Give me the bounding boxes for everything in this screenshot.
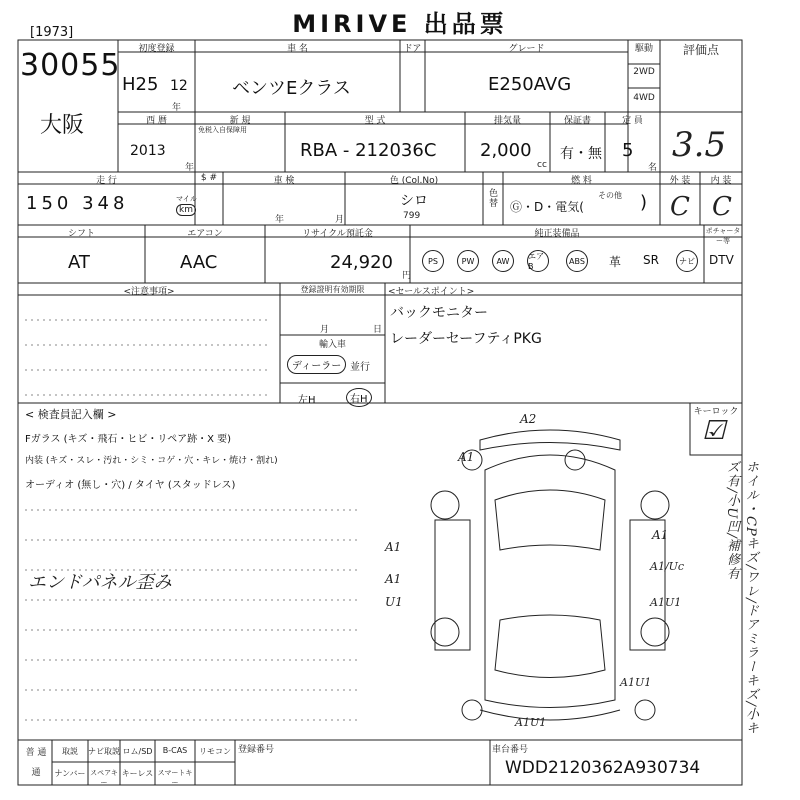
car-name: ベンツEクラス (232, 78, 351, 99)
chassis-label: 車台番号 (492, 745, 529, 755)
reg-validity-label: 登録證明有効期限 (300, 285, 365, 294)
footer-col-4a: B-CAS (162, 746, 188, 755)
lot-id: 30055 (20, 48, 121, 83)
warranty-value: 有・無 (560, 146, 602, 162)
year-value: 2013 (130, 143, 166, 159)
recycle-value: 24,920 (330, 252, 393, 273)
handle-right: 右H (346, 388, 372, 407)
import-label: 輸入車 (318, 340, 346, 350)
grade-label: グレード (508, 44, 545, 54)
era-value: H25 (122, 74, 159, 95)
form-title: MIRIVE 出品票 (292, 10, 508, 38)
score-value: 3.5 (672, 125, 727, 165)
damage-mark-left-1: A1 (385, 540, 402, 554)
equipment-sub-label: ポチャーター等 (705, 227, 741, 245)
footer-sub: 通 (31, 768, 41, 778)
warranty-label: 保証書 (563, 116, 591, 126)
equip-airbag: エアB (527, 250, 549, 272)
keylock-label: キーロック (693, 407, 739, 417)
auction-area: 大阪 (40, 113, 85, 138)
import-dealer: ディーラー (287, 355, 346, 374)
capacity-value: 5 (622, 140, 634, 161)
damage-mark-right-3: A1U1 (650, 596, 682, 609)
damage-mark-right-2: A1/Uc (650, 560, 685, 573)
sales-point-label: <セールスポイント> (388, 287, 475, 297)
year-unit: 年 (172, 103, 182, 113)
recycle-label: リサイクル預託金 (302, 229, 373, 239)
footer-col-1b: ナンバー (54, 769, 86, 778)
month-value: 12 (170, 78, 188, 94)
inspector-label: < 検査員記入欄 > (25, 408, 117, 421)
mileage-value: 150 348 (26, 193, 129, 214)
shift-value: AT (68, 252, 90, 273)
displacement-label: 排気量 (493, 116, 521, 126)
footer-col-3b: キーレス (121, 769, 154, 778)
side-note: ホイル・CPキズ/ワレ/ドアミラーキズ/小キズ有/小U凹/補修有 (724, 460, 758, 735)
inspection-label: 車 検 (273, 176, 295, 186)
inspection-month: 月 (335, 215, 345, 225)
mileage-sub-label: $ # (200, 173, 218, 183)
new-reg-sub: 免税入自保障用 (198, 126, 247, 134)
footer-col-1a: 取説 (62, 747, 78, 756)
damage-mark-front-left: A1 (458, 450, 475, 464)
reg-month: 月 (320, 325, 330, 335)
footer-col-2b: スペアキー (90, 769, 118, 787)
notes-label: <注意事項> (123, 287, 175, 297)
equip-leather: 革 (609, 255, 622, 269)
color-no: 799 (403, 211, 421, 221)
damage-mark-front: A2 (520, 412, 537, 426)
shift-label: シフト (67, 229, 95, 239)
equip-pw: PW (457, 250, 479, 272)
handle-left: 左H (298, 395, 316, 406)
fuel-other: その他 (598, 191, 622, 200)
score-label: 評価点 (682, 43, 719, 57)
capacity-unit: 名 (648, 163, 658, 173)
fuel-close: ) (640, 192, 648, 213)
drive-label: 駆動 (634, 44, 653, 54)
audio-tire-line: オーディオ (無し・穴) / タイヤ (スタッドレス) (25, 480, 236, 491)
chassis-number: WDD2120362A930734 (505, 758, 701, 778)
lot-number: [1973] (30, 25, 74, 40)
reg-number-label: 登録番号 (238, 745, 275, 755)
footer-col-2a: ナビ取説 (88, 747, 120, 756)
drive-4wd: 4WD (633, 93, 655, 103)
interior-value: C (712, 192, 732, 222)
equip-navi: ナビ (676, 250, 698, 272)
aircon-value: AAC (180, 252, 218, 273)
import-parallel: 並行 (350, 362, 370, 373)
exterior-value: C (670, 192, 690, 222)
mileage-unit-sub: マイル (176, 195, 197, 203)
mileage-unit: km (176, 204, 196, 216)
footer-col-4b: スマートキー (157, 769, 193, 787)
sales-point-2: レーダーセーフティPKG (390, 331, 542, 347)
car-name-label: 車 名 (287, 44, 308, 54)
equip-ps: PS (422, 250, 444, 272)
color-change-label: 色替 (487, 188, 497, 208)
fuel-value: Ⓖ・D・電気( (510, 200, 584, 214)
keylock-value: ☑ (702, 416, 726, 446)
equip-sr: SR (643, 253, 659, 267)
door-label: ドア (403, 44, 422, 54)
first-reg-label: 初度登録 (138, 44, 175, 54)
reg-day: 日 (373, 325, 383, 335)
cc-unit: cc (537, 160, 547, 170)
damage-mark-right-1: A1 (652, 528, 669, 542)
equip-abs: ABS (566, 250, 588, 272)
inspection-year: 年 (275, 215, 285, 225)
capacity-label: 定 員 (622, 116, 643, 126)
model-value: RBA - 212036C (300, 140, 437, 161)
damage-mark-rear: A1U1 (515, 716, 547, 729)
damage-mark-left-2: A1 (385, 572, 402, 586)
car-diagram (400, 410, 700, 740)
displacement-value: 2,000 (480, 140, 532, 161)
grade-value: E250AVG (488, 74, 572, 95)
footer-tsuuki: 普 通 (25, 748, 47, 758)
footer-col-3a: ロム/SD (122, 747, 153, 756)
exterior-label: 外 装 (669, 176, 691, 186)
recycle-unit: 円 (402, 271, 412, 281)
aircon-label: エアコン (187, 229, 223, 239)
sales-point-1: バックモニター (390, 305, 488, 321)
color-label: 色 (Col.No) (389, 176, 439, 186)
handwritten-note: エンドパネル歪み (28, 572, 172, 593)
mileage-label: 走 行 (96, 176, 117, 186)
equip-aw: AW (492, 250, 514, 272)
fuel-label: 燃 料 (571, 176, 592, 186)
interior-line: 内装 (キズ・スレ・汚れ・シミ・コゲ・穴・キレ・焼け・割れ) (25, 456, 278, 466)
year-unit-2: 年 (185, 163, 195, 173)
equip-dtv: DTV (709, 253, 734, 267)
equipment-label: 純正装備品 (534, 229, 580, 239)
interior-label: 内 装 (710, 176, 732, 186)
glass-line: Fガラス (キズ・飛石・ヒビ・リペア跡・X 要) (25, 434, 232, 445)
drive-2wd: 2WD (633, 67, 655, 77)
new-reg-label: 新 規 (229, 116, 251, 126)
damage-mark-rear-right: A1U1 (620, 676, 652, 689)
footer-col-5a: リモコン (199, 747, 231, 756)
damage-mark-left-3: U1 (385, 595, 403, 609)
model-label: 型 式 (364, 116, 386, 126)
color-value: シロ (400, 193, 428, 209)
year-label: 西 暦 (146, 116, 167, 126)
